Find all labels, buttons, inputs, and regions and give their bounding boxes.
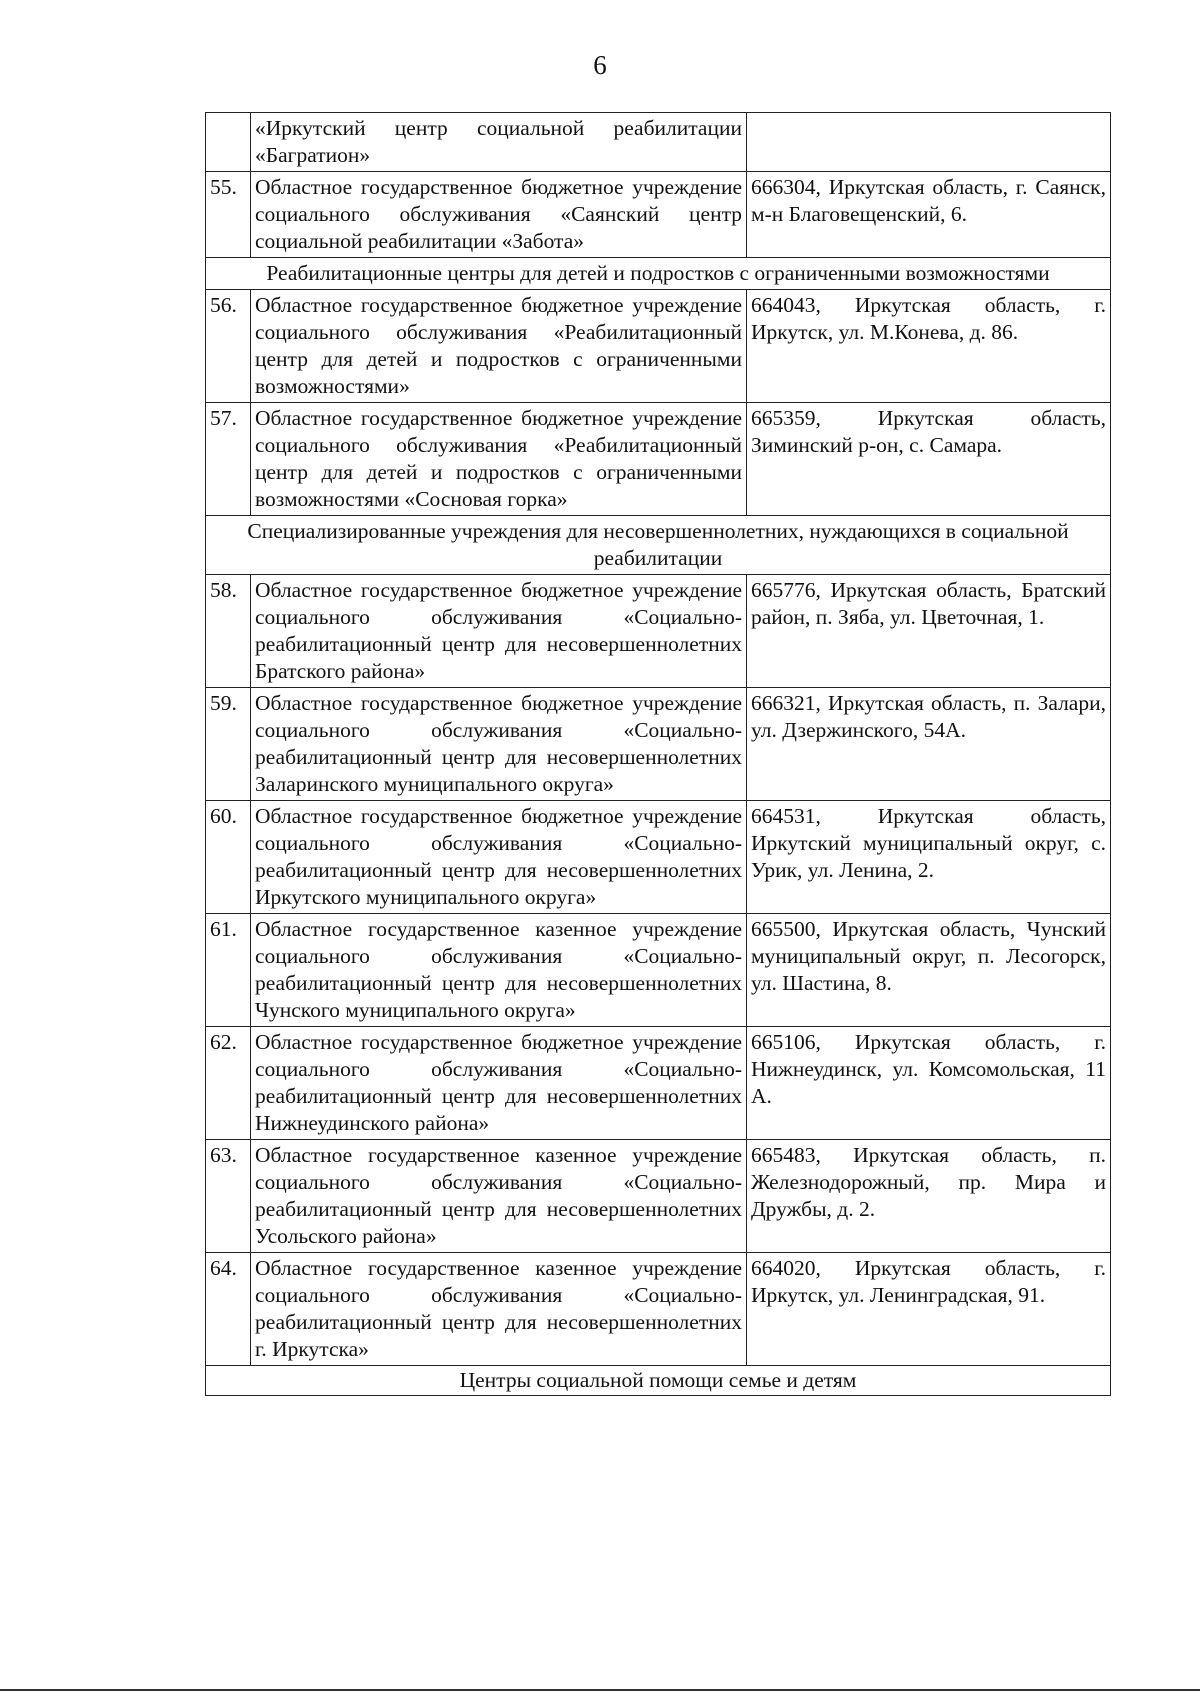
section-title: Специализированные учреждения для несовершеннолетних, нуждающихся в социальной реабилитации xyxy=(206,516,1111,575)
row-number: 59. xyxy=(206,688,251,801)
table-row xyxy=(206,403,1111,516)
institution-address: 666321, Иркутская область, п. Залари, ул. Дзержинского, 54А. xyxy=(747,688,1111,801)
bottom-rule xyxy=(0,1689,1200,1691)
table-row xyxy=(206,801,1111,914)
section-header-row xyxy=(206,516,1111,575)
row-number: 61. xyxy=(206,914,251,1027)
institution-address: 665106, Иркутская область, г. Нижнеудинск, ул. Комсомольская, 11 А. xyxy=(747,1027,1111,1140)
table-body xyxy=(206,113,1111,1396)
institution-address: 665776, Иркутская область, Братский район, п. Зяба, ул. Цветочная, 1. xyxy=(747,575,1111,688)
institution-name: «Иркутский центр социальной реабилитации «Багратион» xyxy=(251,113,747,172)
institution-address: 664043, Иркутская область, г. Иркутск, ул. М.Конева, д. 86. xyxy=(747,290,1111,403)
institution-address: 664531, Иркутская область, Иркутский муниципальный округ, с. Урик, ул. Ленина, 2. xyxy=(747,801,1111,914)
institution-address xyxy=(747,113,1111,172)
table-row xyxy=(206,688,1111,801)
table-row xyxy=(206,1140,1111,1253)
section-header-row xyxy=(206,258,1111,290)
institution-address: 665483, Иркутская область, п. Железнодорожный, пр. Мира и Дружбы, д. 2. xyxy=(747,1140,1111,1253)
row-number: 63. xyxy=(206,1140,251,1253)
row-number: 58. xyxy=(206,575,251,688)
row-number: 60. xyxy=(206,801,251,914)
institution-name: Областное государственное бюджетное учреждение социального обслуживания «Саянский центр социальной реабилитации «Забота» xyxy=(251,172,747,258)
section-header-row xyxy=(206,1366,1111,1396)
institution-name: Областное государственное бюджетное учреждение социального обслуживания «Социально-реабилитационный центр для несовершеннолетних Иркутского муниципального округа» xyxy=(251,801,747,914)
institution-name: Областное государственное бюджетное учреждение социального обслуживания «Социально-реабилитационный центр для несовершеннолетних Заларинского муниципального округа» xyxy=(251,688,747,801)
row-number: 64. xyxy=(206,1253,251,1366)
institution-name: Областное государственное бюджетное учреждение социального обслуживания «Социально-реабилитационный центр для несовершеннолетних Братского района» xyxy=(251,575,747,688)
row-number: 57. xyxy=(206,403,251,516)
table-row xyxy=(206,575,1111,688)
table-row xyxy=(206,113,1111,172)
row-number xyxy=(206,113,251,172)
institution-name: Областное государственное бюджетное учреждение социального обслуживания «Реабилитационный центр для детей и подростков с ограниченными возможностями» xyxy=(251,290,747,403)
institutions-table xyxy=(205,112,1111,1396)
row-number: 56. xyxy=(206,290,251,403)
row-number: 62. xyxy=(206,1027,251,1140)
institution-address: 665359, Иркутская область, Зиминский р-он, с. Самара. xyxy=(747,403,1111,516)
institution-address: 665500, Иркутская область, Чунский муниципальный округ, п. Лесогорск, ул. Шастина, 8. xyxy=(747,914,1111,1027)
table-row xyxy=(206,914,1111,1027)
page-number: 6 xyxy=(593,50,607,80)
institution-name: Областное государственное казенное учреждение социального обслуживания «Социально-реабилитационный центр для несовершеннолетних Чунского муниципального округа» xyxy=(251,914,747,1027)
row-number: 55. xyxy=(206,172,251,258)
institution-name: Областное государственное казенное учреждение социального обслуживания «Социально-реабилитационный центр для несовершеннолетних г. Иркутска» xyxy=(251,1253,747,1366)
institution-address: 666304, Иркутская область, г. Саянск, м-н Благовещенский, 6. xyxy=(747,172,1111,258)
section-title: Центры социальной помощи семье и детям xyxy=(206,1366,1111,1396)
table-row xyxy=(206,290,1111,403)
table-row xyxy=(206,172,1111,258)
table-row xyxy=(206,1253,1111,1366)
institution-address: 664020, Иркутская область, г. Иркутск, ул. Ленинградская, 91. xyxy=(747,1253,1111,1366)
institution-name: Областное государственное бюджетное учреждение социального обслуживания «Социально-реабилитационный центр для несовершеннолетних Нижнеудинского района» xyxy=(251,1027,747,1140)
institution-name: Областное государственное казенное учреждение социального обслуживания «Социально-реабилитационный центр для несовершеннолетних Усольского района» xyxy=(251,1140,747,1253)
table-row xyxy=(206,1027,1111,1140)
section-title: Реабилитационные центры для детей и подростков с ограниченными возможностями xyxy=(206,258,1111,290)
institution-name: Областное государственное бюджетное учреждение социального обслуживания «Реабилитационный центр для детей и подростков с ограниченными возможностями «Сосновая горка» xyxy=(251,403,747,516)
